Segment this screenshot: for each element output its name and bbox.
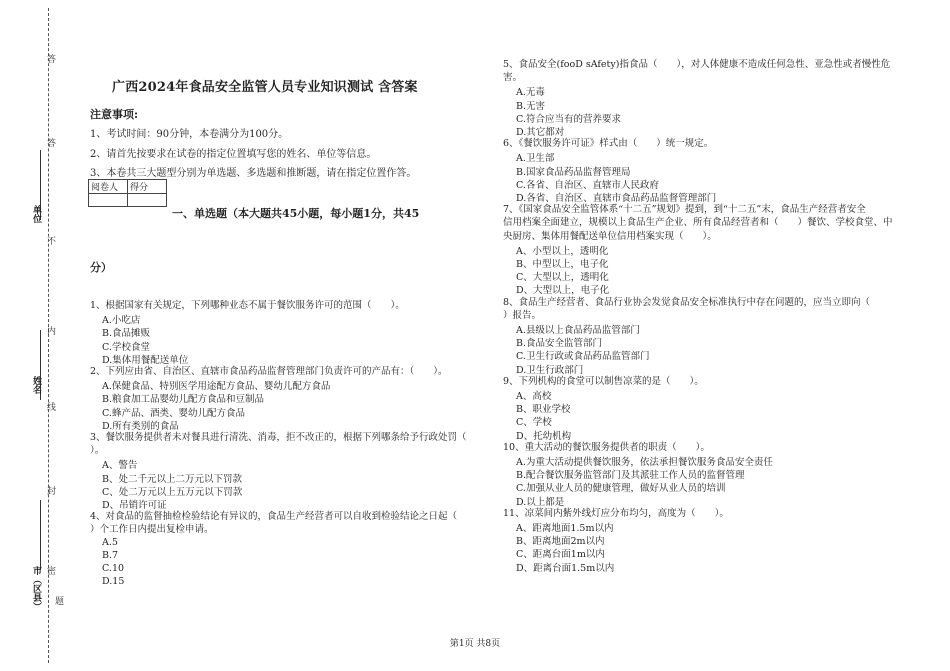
name-label: 姓名 (31, 376, 41, 394)
answer-option[interactable]: B.食品安全监管部门 (516, 338, 603, 350)
margin-char: 线 (45, 402, 55, 411)
question-stem: ）报告。 (503, 309, 542, 321)
answer-option[interactable]: A、小型以上，透明化 (516, 245, 609, 257)
answer-option[interactable]: C、大型以上，透明化 (516, 272, 609, 284)
binding-dash-line (48, 8, 49, 663)
question-stem: 5、食品安全(fooD sAfety)指食品（ ），对人体健康不造成任何急性、亚急性或者慢性危 (503, 59, 891, 70)
question-stem: 9、下列机构的食堂可以制售凉菜的是（ ）。 (503, 375, 704, 387)
answer-option[interactable]: B.粮食加工品婴幼儿配方食品和豆制品 (102, 394, 265, 406)
answer-option[interactable]: A.保健食品、特别医学用途配方食品、婴幼儿配方食品 (102, 381, 331, 393)
answer-option[interactable]: A、距离地面1.5m以内 (516, 523, 614, 534)
answer-option[interactable]: D.卫生行政部门 (516, 364, 584, 376)
answer-option[interactable]: A.为重大活动提供餐饮服务，依法承担餐饮服务食品安全责任 (516, 457, 773, 468)
answer-option[interactable]: D.所有类别的食品 (102, 420, 179, 432)
answer-option[interactable]: B.无害 (516, 100, 546, 112)
margin-char: 答 (45, 138, 55, 147)
answer-option[interactable]: D.以上都是 (516, 496, 565, 508)
answer-option[interactable]: D、托幼机构 (516, 430, 572, 442)
answer-option[interactable]: C、学校 (516, 417, 552, 429)
answer-option[interactable]: A.无毒 (516, 87, 545, 99)
score-table (88, 179, 167, 207)
district-label: 市（区县） (31, 566, 41, 611)
margin-char: 不 (45, 236, 55, 245)
answer-option[interactable]: A.5 (102, 536, 118, 548)
question-stem: 4、对食品的监督抽检检验结论有异议的，食品生产经营者可以自收到检验结论之日起（ (90, 511, 458, 523)
answer-option[interactable]: C.各省、自治区、直辖市人民政府 (516, 179, 659, 191)
answer-option[interactable]: D.其它都对 (516, 127, 565, 138)
answer-option[interactable]: C、距离台面1m以内 (516, 549, 605, 561)
notice-item: 2、请首先按要求在试卷的指定位置填写您的姓名、单位等信息。 (90, 149, 377, 160)
answer-option[interactable]: B.配合餐饮服务监管部门及其派驻工作人员的监督管理 (516, 470, 745, 482)
answer-option[interactable]: C.卫生行政或食品药品监管部门 (516, 351, 650, 363)
answer-option[interactable]: B.食品摊贩 (102, 328, 151, 340)
answer-option[interactable]: B、中型以上，电子化 (516, 259, 609, 270)
question-stem: 2、下列应由省、自治区、直辖市食品药品监督管理部门负责许可的产品有：（ ）。 (90, 366, 448, 377)
question-stem: 8、食品生产经营者、食品行业协会发觉食品安全标准执行中存在问题的，应当立即向（ (503, 296, 871, 308)
margin-char-top: 答 (45, 54, 55, 63)
question-stem: 7、《国家食品安全监管体系“十二五”规划》提到，到“十二五”末，食品生产经营者安全 (503, 204, 866, 216)
answer-option[interactable]: C.蜂产品、酒类、婴幼儿配方食品 (102, 407, 245, 419)
score-table-reviewer-header: 阅卷人 (89, 180, 128, 194)
binding-margin (0, 0, 63, 671)
question-stem: 3、餐饮服务提供者未对餐具进行清洗、消毒，拒不改正的，根据下列哪条给予行政处罚（ (90, 432, 467, 443)
score-table-score-header: 得分 (128, 180, 167, 194)
section-heading: 一、单选题（本大题共45小题，每小题1分，共45 (172, 207, 420, 220)
answer-option[interactable]: C.学校食堂 (102, 341, 150, 353)
answer-option[interactable]: C.符合应当有的营养要求 (516, 113, 621, 125)
answer-option[interactable]: D.15 (102, 576, 125, 588)
answer-option[interactable]: B、距离地面2m以内 (516, 536, 605, 548)
answer-option[interactable]: C.加强从业人员的健康管理，做好从业人员的培训 (516, 483, 726, 495)
reviewer-cell[interactable] (89, 194, 128, 207)
answer-option[interactable]: B、处二千元以上二万元以下罚款 (102, 473, 242, 485)
question-stem: 害。 (503, 72, 523, 84)
score-cell[interactable] (128, 194, 167, 207)
question-stem: 央厨房、集体用餐配送单位信用档案实现（ ）。 (503, 230, 717, 242)
answer-option[interactable]: C.10 (102, 563, 125, 574)
answer-option[interactable]: D、距离台面1.5m以内 (516, 562, 615, 574)
answer-option[interactable]: C、处二万元以上五万元以下罚款 (102, 486, 243, 498)
notice-heading: 注意事项: (90, 108, 139, 121)
margin-char: 内 (45, 326, 55, 335)
unit-label: 单位 (31, 205, 41, 223)
answer-option[interactable]: B.国家食品药品监督管理局 (516, 166, 631, 178)
question-stem: ）。 (90, 445, 105, 457)
margin-char: 封 (45, 486, 55, 495)
district-fill-line (40, 500, 41, 570)
question-stem: 11、凉菜间内紫外线灯应分布均匀，高度为（ ）。 (503, 507, 729, 519)
answer-option[interactable]: A.县级以上食品药品监管部门 (516, 325, 640, 336)
question-stem: 信用档案全面建立，规模以上食品生产企业、所有食品经营者和（ ）餐饮、学校食堂、中 (503, 217, 893, 229)
page-title: 广西2024年食品安全监管人员专业知识测试 含答案 (112, 80, 418, 95)
section-heading-tail: 分） (90, 261, 112, 274)
answer-option[interactable]: B、职业学校 (516, 404, 571, 416)
notice-item: 3、本卷共三大题型分别为单选题、多选题和推断题，请在指定位置作答。 (90, 168, 417, 179)
answer-option[interactable]: B.7 (102, 549, 119, 561)
answer-option[interactable]: D、大型以上，电子化 (516, 285, 610, 297)
answer-option[interactable]: A、高校 (516, 391, 552, 402)
question-stem: 6、《餐饮服务许可证》样式由（ ）统一规定。 (503, 138, 714, 150)
margin-char: 密 (45, 566, 55, 575)
question-stem: 10、重大活动的餐饮服务提供者的职责（ ）。 (503, 441, 710, 453)
notice-item: 1、考试时间：90分钟，本卷满分为100分。 (90, 129, 289, 140)
answer-option[interactable]: A、警告 (102, 460, 138, 472)
answer-option[interactable]: D.各省、自治区、直辖市食品药品监督管理部门 (516, 193, 717, 204)
answer-option[interactable]: D.集体用餐配送单位 (102, 354, 189, 366)
answer-option[interactable]: D、吊销许可证 (102, 500, 167, 511)
question-stem: 1、根据国家有关规定，下列哪种业态不属于餐饮服务许可的范围（ ）。 (90, 300, 405, 311)
page-footer: 第1页 共8页 (449, 639, 501, 649)
answer-option[interactable]: A.卫生部 (516, 153, 555, 165)
margin-char: 题 (53, 596, 63, 605)
question-stem: ）个工作日内提出复检申请。 (90, 524, 214, 536)
answer-option[interactable]: A.小吃店 (102, 315, 141, 327)
